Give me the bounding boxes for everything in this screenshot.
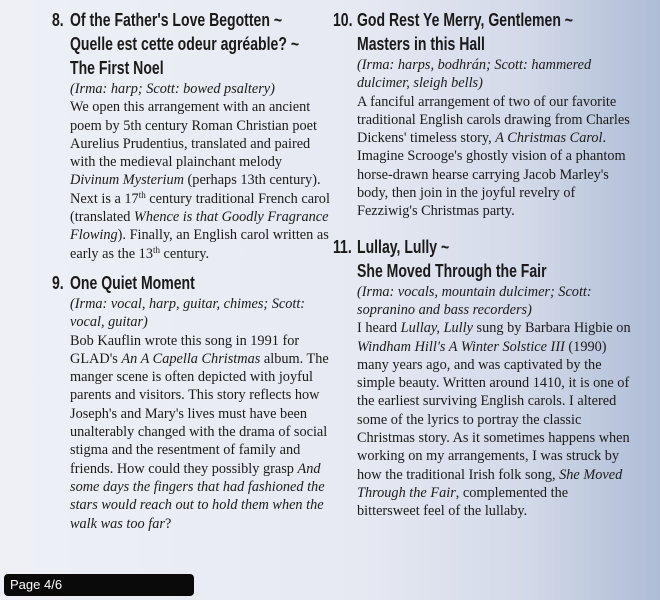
entry-body [357, 283, 633, 521]
entry-title [70, 8, 351, 80]
title-line: Masters in this Hall [357, 34, 485, 54]
performer-credits: (Irma: vocal, harp, guitar, chimes; Scott: vocal, guitar) [70, 295, 306, 331]
italic-title: Divinum Mysterium [70, 172, 184, 189]
italic-title: She Moved Through the Fair [357, 466, 623, 501]
title-line: She Moved Through the Fair [357, 260, 547, 281]
italic-title: Windham Hill's A Winter Solstice III [357, 338, 565, 355]
text-run: , complemented the bittersweet feel of the lullaby. [357, 484, 569, 520]
title-line: Quelle est cette odeur agréable? ~ [70, 34, 300, 54]
right-column [333, 8, 633, 521]
entry-title [357, 8, 638, 56]
superscript: th [152, 244, 160, 255]
entry-number: 9. [52, 272, 64, 293]
left-column [52, 8, 334, 533]
text-run: We open this arrangement with an ancient poem by 5th century Roman Christian poet Aurelius Prudentius, translated and paired with the medieval plainchant melody [70, 99, 317, 171]
entry-number: 10. [333, 10, 353, 30]
program-entry-8 [52, 8, 334, 263]
performer-credits: (Irma: harp; Scott: bowed psaltery) [70, 81, 275, 97]
title-line: The First Noel [70, 58, 164, 78]
italic-title: A Christmas Carol [495, 130, 603, 147]
text-run: century traditional French carol (translated [70, 190, 330, 226]
entry-body [357, 56, 633, 221]
performer-credits: (Irma: harps, bodhrán; Scott: hammered dulcimer, sleigh bells) [357, 57, 592, 92]
entry-description [70, 332, 334, 533]
superscript: th [138, 189, 146, 200]
italic-title: An A Capella Christmas [121, 350, 261, 367]
page-indicator: Page 4/6 [4, 574, 194, 596]
title-line: Of the Father's Love Begotten ~ [70, 10, 283, 30]
text-run: I heard [357, 320, 401, 337]
italic-lyric: And some days the fingers that had fashioned the stars would reach out to hold them when the walk was too far [70, 460, 325, 532]
text-run: (1990) many years ago, and was captivated by the simple beauty. Written around 1410, it is one of the earliest surviving English carols. I altered some of the lyrics to portray the classic Christmas story. As it sometimes happens when working on my arrangements, I was struck by how the traditional Irish folk song, [357, 338, 630, 483]
entry-body [70, 80, 334, 263]
text-run: . Imagine Scrooge's ghostly vision of a phantom horse-drawn hearse carrying Jacob Marley's body, then join in the joyful revelry of Fezziwig's Christmas party. [357, 130, 626, 220]
title-line: God Rest Ye Merry, Gentlemen ~ [357, 10, 574, 30]
text-run: album. The manger scene is often depicted with joyful parents and visitors. This story reflects how Joseph's and Mary's lives must have been unalterably changed with the drama of social stigma and the resentment of family and friends. How could they possibly grasp [70, 350, 329, 477]
text-run: century. [159, 245, 210, 262]
text-run: sung by Barbara Higbie on [472, 320, 631, 337]
entry-number: 8. [52, 10, 64, 30]
italic-title: Lullay, Lully [400, 320, 473, 337]
entry-description [70, 98, 334, 263]
performer-credits: (Irma: vocals, mountain dulcimer; Scott: sopranino and bass recorders) [357, 283, 592, 318]
entry-body [70, 295, 334, 533]
program-entry-10 [333, 8, 633, 221]
title-line: One Quiet Moment [70, 272, 195, 293]
program-entry-9 [52, 271, 334, 533]
entry-description [357, 319, 633, 520]
text-run: ? [164, 515, 172, 532]
text-run: (perhaps 13th century). Next is a 17 [70, 172, 321, 207]
text-run: A fanciful arrangement of two of our favorite traditional English carols drawing from Charles Dickens' timeless story, [357, 93, 630, 147]
title-line: Lullay, Lully ~ [357, 236, 450, 257]
entry-title [70, 271, 351, 295]
program-entry-11 [333, 235, 633, 521]
entry-title [357, 235, 638, 283]
entry-number: 11. [333, 236, 352, 257]
italic-title: Whence is that Goodly Fragrance Flowing [70, 209, 329, 244]
entry-description [357, 93, 633, 221]
text-run: Bob Kauflin wrote this song in 1991 for GLAD's [70, 332, 300, 367]
text-run: ). Finally, an English carol written as early as the 13 [70, 227, 329, 262]
